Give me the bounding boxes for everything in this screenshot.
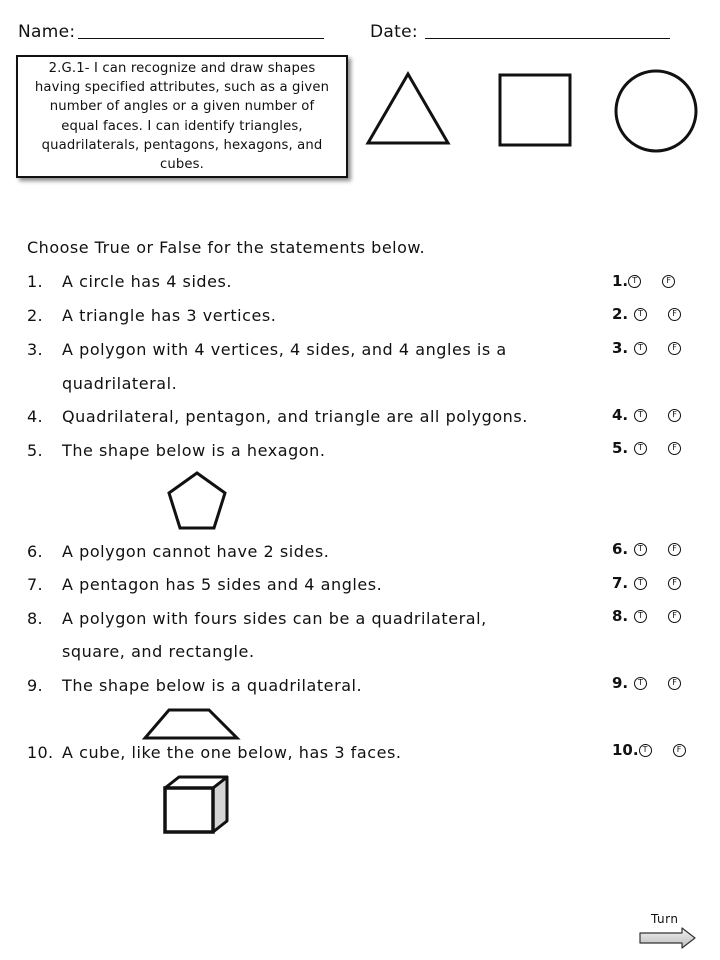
trapezoid-icon [142,706,244,742]
triangle-icon [362,70,456,150]
false-option[interactable]: F [662,275,675,288]
date-label: Date: [370,22,418,42]
question-text: A triangle has 3 vertices. [62,306,277,325]
answer-row-3 [612,339,702,357]
question-text-cont: square, and rectangle. [62,642,255,661]
question-number: 1. [27,272,43,291]
question-number: 2. [27,306,43,325]
false-option[interactable]: F [673,744,686,757]
answer-number: 7. [612,574,629,592]
standard-text: 2.G.1- I can recognize and draw shapes having specified attributes, such as a given number of angles or a given number of equal faces. I can identify triangles, quadrilaterals, pentagons, hexagons, and cubes. [34,60,330,173]
question-number: 7. [27,575,43,594]
pentagon-icon [164,470,230,532]
false-option[interactable]: F [668,677,681,690]
circle-icon [612,67,700,155]
name-label: Name: [18,22,76,42]
answer-number: 2. [612,305,629,323]
date-field[interactable] [425,38,670,39]
answer-row-9 [612,674,702,692]
true-option[interactable]: T [639,744,652,757]
true-option[interactable]: T [634,677,647,690]
answer-number: 4. [612,406,629,424]
question-number: 4. [27,407,43,426]
instructions: Choose True or False for the statements below. [27,238,426,257]
true-option[interactable]: T [634,577,647,590]
answer-number: 5. [612,439,629,457]
true-option[interactable]: T [634,308,647,321]
answer-row-8 [612,607,702,625]
answer-number: 10. [612,741,639,759]
question-text: A polygon with 4 vertices, 4 sides, and 4 angles is a [62,340,507,359]
answer-number: 6. [612,540,629,558]
true-option[interactable]: T [634,409,647,422]
question-text: A circle has 4 sides. [62,272,233,291]
false-option[interactable]: F [668,543,681,556]
question-number: 5. [27,441,43,460]
answer-row-2 [612,305,702,323]
answer-number: 8. [612,607,629,625]
answer-row-4 [612,406,702,424]
cube-icon [162,774,232,836]
question-text: A polygon cannot have 2 sides. [62,542,330,561]
turn-label: Turn [651,912,679,926]
answer-row-5 [612,439,702,457]
true-option[interactable]: T [634,342,647,355]
question-number: 6. [27,542,43,561]
true-option[interactable]: T [628,275,641,288]
answer-number: 3. [612,339,629,357]
question-number: 8. [27,609,43,628]
true-option[interactable]: T [634,543,647,556]
false-option[interactable]: F [668,577,681,590]
arrow-right-icon[interactable] [638,926,698,950]
answer-row-6 [612,540,702,558]
question-text: A polygon with fours sides can be a quadrilateral, [62,609,487,628]
square-icon [497,72,575,148]
question-number: 9. [27,676,43,695]
standard-box [16,55,348,178]
answer-row-7 [612,574,702,592]
true-option[interactable]: T [634,442,647,455]
answer-number: 9. [612,674,629,692]
false-option[interactable]: F [668,442,681,455]
answer-number: 1. [612,272,629,290]
false-option[interactable]: F [668,610,681,623]
question-text: The shape below is a quadrilateral. [62,676,363,695]
name-field[interactable] [78,38,324,39]
question-number: 3. [27,340,43,359]
false-option[interactable]: F [668,308,681,321]
false-option[interactable]: F [668,342,681,355]
answer-row-10 [612,741,707,759]
answer-row-1 [612,272,696,290]
true-option[interactable]: T [634,610,647,623]
question-number: 10. [27,743,54,762]
false-option[interactable]: F [668,409,681,422]
question-text-cont: quadrilateral. [62,374,178,393]
question-text: A cube, like the one below, has 3 faces. [62,743,402,762]
question-text: A pentagon has 5 sides and 4 angles. [62,575,383,594]
question-text: Quadrilateral, pentagon, and triangle are all polygons. [62,407,528,426]
question-text: The shape below is a hexagon. [62,441,326,460]
